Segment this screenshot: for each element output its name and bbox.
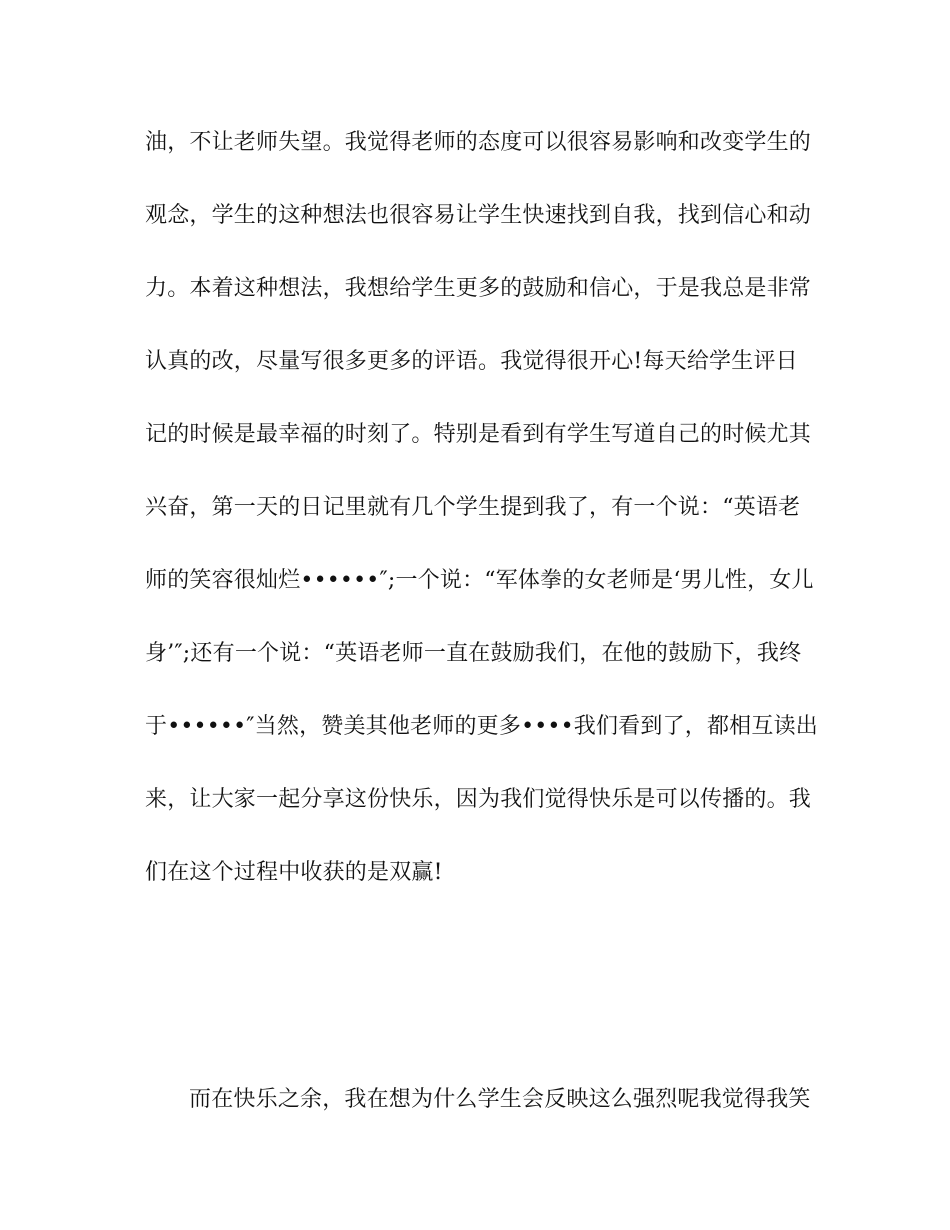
- text-line-9: 于••••••″当然，赞美其他老师的更多••••我们看到了，都相互读出: [145, 714, 818, 739]
- text-line-4: 认真的改，尽量写很多更多的评语。我觉得很开心!每天给学生评日: [145, 349, 798, 374]
- text-line-8: 身’″;还有一个说：“英语老师一直在鼓励我们，在他的鼓励下，我终: [145, 641, 802, 666]
- paragraph-2-first-line: 而在快乐之余，我在想为什么学生会反映这么强烈呢我觉得我笑: [189, 1087, 811, 1112]
- text-line-7: 师的笑容很灿烂••••••″;一个说：“军体拳的女老师是‘男儿性，女儿: [145, 568, 814, 593]
- text-line-11: 们在这个过程中收获的是双赢!: [145, 860, 443, 885]
- text-line-6: 兴奋，第一天的日记里就有几个学生提到我了，有一个说：“英语老: [145, 495, 801, 520]
- text-line-3: 力。本着这种想法，我想给学生更多的鼓励和信心，于是我总是非常: [145, 276, 812, 301]
- text-line-5: 记的时候是最幸福的时刻了。特别是看到有学生写道自己的时候尤其: [145, 422, 812, 447]
- text-line-10: 来，让大家一起分享这份快乐，因为我们觉得快乐是可以传播的。我: [145, 787, 812, 812]
- text-line-2: 观念，学生的这种想法也很容易让学生快速找到自我，找到信心和动: [145, 203, 812, 228]
- text-line-1: 油，不让老师失望。我觉得老师的态度可以很容易影响和改变学生的: [145, 130, 812, 155]
